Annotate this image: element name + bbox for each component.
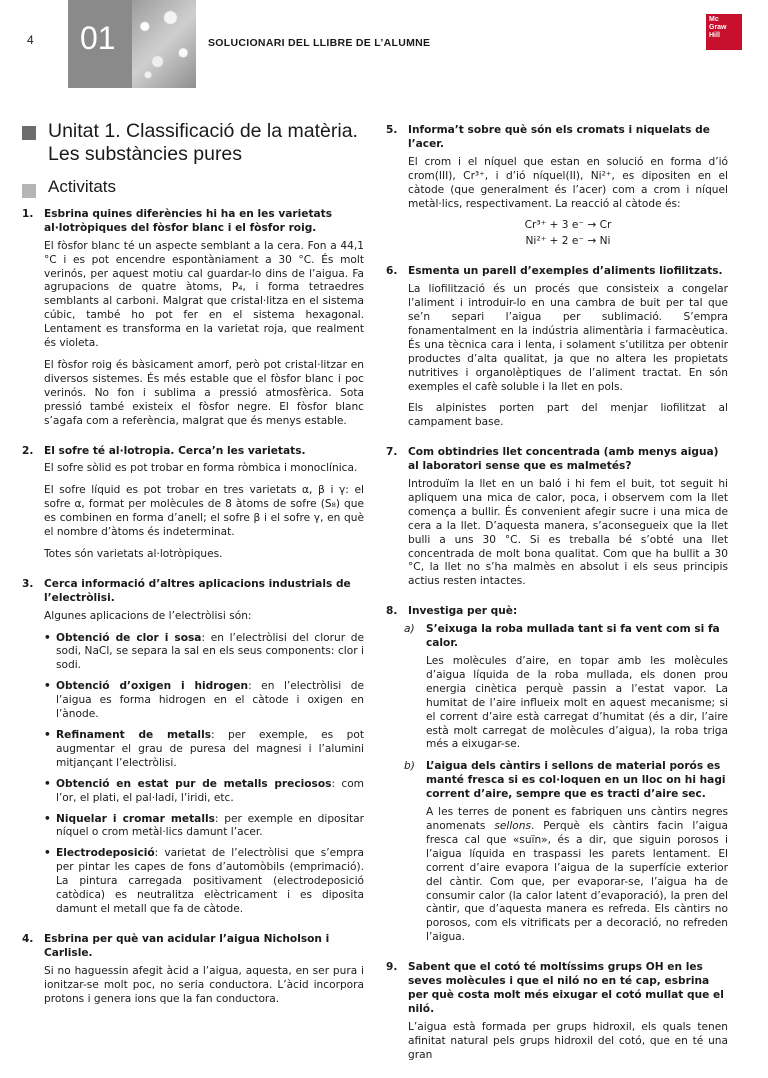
- answer-paragraph: El fòsfor roig és bàsicament amorf, però pot cristal·litzar en diversos sistemes. És més estable que el fòsfor blanc i poc verinós. No fon i sublima a pressió atmosfèrica. Sota pressió també existeix el fòsfor negre. El fòsfor blanc s’agafa com a referència, malgrat que és menys estable.: [44, 358, 364, 427]
- question-text: Esmenta un parell d’exemples d’aliments liofilitzats.: [408, 265, 723, 278]
- subquestion-text: S’eixuga la roba mullada tant si fa vent com si fa calor.: [426, 623, 720, 650]
- running-title: SOLUCIONARI DEL LLIBRE DE L’ALUMNE: [208, 37, 431, 49]
- question-heading: [386, 961, 728, 1017]
- list-item: [44, 632, 364, 674]
- chapter-number: 01: [80, 20, 116, 56]
- question-number: 5.: [386, 124, 398, 136]
- left-column: [22, 120, 364, 1022]
- page-number: 4: [27, 33, 34, 47]
- list-item-text: : per exemple, es pot augmentar el grau de puresa del magnesi i l’alumini mitjançant l’electròlisi.: [56, 729, 364, 769]
- answer-text: . Perquè els càntirs facin l’aigua fresca cal que «suïn», és a dir, que siguin porosos i l’aigua líquida en traspassi les parets lentament. El corrent d’aire evapora l’aigua de la superfície exterior del càntir. Com que, per evaporar-se, l’aigua ha de consumir calor (la calor latent d’evaporació), la pren del càntir, que d’aquesta manera es refreda. Els càntirs no porosos, com els vitrificats per a decoració, no refreden l’aigua.: [426, 819, 728, 944]
- question-number: 4.: [22, 932, 34, 945]
- question-heading: [22, 933, 364, 961]
- question-number: 2.: [22, 444, 34, 457]
- subquestion-b: [386, 760, 728, 802]
- answer-paragraph: Totes són varietats al·lotròpiques.: [44, 547, 223, 560]
- section-title: Activitats: [22, 180, 364, 194]
- question-heading: [22, 578, 364, 606]
- publisher-logo: Mc Graw Hill: [706, 14, 742, 50]
- question-text: Cerca informació d’altres aplicacions industrials de l’electròlisi.: [44, 577, 351, 604]
- answer-paragraph: [426, 806, 728, 945]
- list-item-term: Obtenció de clor i sosa: [56, 631, 202, 644]
- answer-paragraph: El fòsfor blanc té un aspecte semblant a la cera. Fon a 44,1 °C i es pot encendre espontàniament a 30 °C. És molt verinós, per aquest motiu cal guardar-lo dins de l’aigua. Fa agrupacions de quatre àtoms, P₄, i forma tetraedres semblants al carboni. Malgrat que cristal·litza en el sistema cúbic, també ho pot fer en el sistema hexagonal. Lentament es transforma en la varietat roja, que realment és violeta.: [44, 239, 364, 350]
- subquestion-label: b): [404, 760, 415, 773]
- applications-list: [44, 632, 364, 917]
- question-heading: [386, 124, 728, 152]
- list-item: [44, 680, 364, 722]
- question-9: [386, 961, 728, 1062]
- list-item: [44, 729, 364, 771]
- question-4: [22, 933, 364, 1007]
- question-7: [386, 446, 728, 589]
- answer-paragraph: Els alpinistes porten part del menjar liofilitzat al campament base.: [408, 402, 728, 429]
- question-number: 1.: [22, 207, 34, 220]
- header-photo: [132, 0, 196, 88]
- question-text: Sabent que el cotó té moltíssims grups OH en les seves molècules i que el niló no en té cap, esbrina per què costa molt més eixugar el cotó mullat que el niló.: [408, 961, 724, 1015]
- question-number: 7.: [386, 446, 398, 459]
- answer-emphasis: sellons: [494, 819, 531, 832]
- list-item-term: Refinament de metalls: [56, 729, 212, 741]
- answer-paragraph: Algunes aplicacions de l’electròlisi són:: [44, 609, 252, 622]
- question-number: 3.: [22, 577, 34, 590]
- answer-paragraph: Introduïm la llet en un baló i hi fem el buit, tot seguit hi apliquem una mica de calor, poca, i observem com la llet comença a bullir. És convenient afegir sucre i una mica de cera a la llet. D’aquesta manera, s’aconsegueix que la llet bulli a uns 30 °C. Si es treballa bé s’obté una llet concentrada de molt bona qualitat. Com que ha bullit a 30 °C, la llet no s’ha malmès en absolut i els seus principis actius resten intactes.: [408, 478, 728, 588]
- question-text: El sofre té al·lotropia. Cerca’n les varietats.: [44, 444, 306, 457]
- question-number: 6.: [386, 265, 398, 278]
- question-heading: [22, 208, 364, 236]
- equation: Ni²⁺ + 2 e⁻ → Ni: [525, 235, 611, 248]
- question-heading: [386, 265, 728, 279]
- question-text: Esbrina quines diferències hi ha en les varietats al·lotròpiques del fòsfor blanc i el fòsfor roig.: [44, 207, 333, 234]
- question-3: [22, 578, 364, 917]
- list-item-text: : varietat de l’electròlisi que s’empra per pintar les capes de fons d’automòbils (emprimació). La pintura carregada positivament (electrodeposició catòdica) es neutralitza elèctricament i es diposita damunt el metall que fa de càtode.: [56, 847, 364, 915]
- list-item-term: Niquelar i cromar metalls: [56, 812, 215, 825]
- list-item-term: Obtenció d’oxigen i hidrogen: [56, 680, 249, 693]
- question-number: 9.: [386, 961, 398, 974]
- answer-paragraph: L’aigua està formada per grups hidroxil, els quals tenen afinitat natural pels grups hidroxil del cotó, que en té una gran: [408, 1020, 728, 1061]
- subquestion-a: [386, 623, 728, 651]
- list-item-text: : en l’electròlisi de l’aigua es forma hidrogen en el càtode i oxigen en l’ànode.: [56, 680, 364, 721]
- question-heading: [386, 446, 728, 474]
- question-5: [386, 124, 728, 249]
- list-item-term: Electrodeposició: [56, 847, 155, 860]
- unit-title: Unitat 1. Classificació de la matèria. Les substàncies pures: [22, 120, 364, 166]
- question-6: [386, 265, 728, 430]
- list-item: [44, 813, 364, 841]
- question-heading: [22, 445, 364, 459]
- question-text: Esbrina per què van acidular l’aigua Nicholson i Carlisle.: [44, 932, 330, 959]
- list-item-text: : en l’electròlisi del clorur de sodi, NaCl, se separa la sal en els seus components: clor i sodi.: [56, 631, 364, 672]
- list-item: [44, 847, 364, 917]
- answer-paragraph: Si no haguessin afegit àcid a l’aigua, aquesta, en ser pura i ionitzar-se molt poc, no seria conductora. L’àcid incorpora protons i genera ions que la fan conductora.: [44, 964, 364, 1005]
- list-item-text: : com l’or, el plati, el pal·ladi, l’iridi, etc.: [56, 777, 365, 804]
- question-1: [22, 208, 364, 429]
- answer-paragraph: Les molècules d’aire, en topar amb les molècules d’aigua líquida de la roba mullada, els donen prou energia cinètica perquè passin a l’estat vapor. La humitat de l’aire influeix molt en aquest mecanisme; si el corrent d’aire està carregat d’humitat (és a dir, l’aire està molt carregat de molècules d’aigua), la roba triga més a eixugar-se.: [426, 655, 728, 751]
- answer-paragraph: El sofre sòlid es pot trobar en forma ròmbica i monoclínica.: [44, 462, 358, 475]
- subquestion-label: a): [404, 623, 415, 636]
- question-heading: [386, 605, 728, 619]
- question-text: Com obtindries llet concentrada (amb menys aigua) al laboratori sense que es malmetés?: [408, 446, 719, 473]
- list-item-term: Obtenció en estat pur de metalls preciosos: [56, 777, 332, 790]
- list-item-text: : per exemple en dipositar níquel o crom metàl·lics damunt l’acer.: [56, 812, 364, 839]
- answer-paragraph: El crom i el níquel que estan en solució en forma d’ió crom(III), Cr³⁺, i d’ió níquel(II), Ni²⁺, es dipositen en el càtode (que generalment és l’acer) com a crom i níquel metàl·lics, respectivament. La reacció al càtode és:: [408, 155, 728, 210]
- question-number: 8.: [386, 605, 398, 618]
- answer-text: A les terres de ponent es fabriquen uns càntirs negres anomenats: [426, 806, 728, 832]
- right-column: [386, 124, 728, 1078]
- equation: Cr³⁺ + 3 e⁻ → Cr: [524, 219, 612, 232]
- list-item: [44, 778, 364, 806]
- question-8: [386, 605, 728, 945]
- question-text: Investiga per què:: [408, 605, 518, 618]
- answer-paragraph: El sofre líquid es pot trobar en tres varietats α, β i γ: el sofre α, format per molècules de 8 àtoms de sofre (S₈) que es combinen en forma d’anell; el sofre β i el sofre γ, en què el nombre d’àtoms és indeterminat.: [44, 484, 364, 539]
- subquestion-text: L’aigua dels càntirs i sellons de material porós es manté fresca si es col·loquen en un lloc on hi hagi corrent d’aire, sempre que es tracti d’aire sec.: [426, 760, 726, 801]
- question-text: Informa’t sobre què són els cromats i niquelats de l’acer.: [408, 124, 710, 150]
- question-2: [22, 445, 364, 562]
- answer-paragraph: La liofilització és un procés que consisteix a congelar l’aliment i introduir-lo en una cambra de buit per tal que se’n separi l’aigua per sublimació. S’empra fonamentalment en la indústria alimentària i farmacèutica. És una tècnica cara i lenta, i solament s’utilitza per obtenir productes d’alta qualitat, ja que no altera les propietats nutritives i organolèptiques de l’aliment tractat. En són exemples el cafè soluble i la llet en pols.: [408, 283, 728, 393]
